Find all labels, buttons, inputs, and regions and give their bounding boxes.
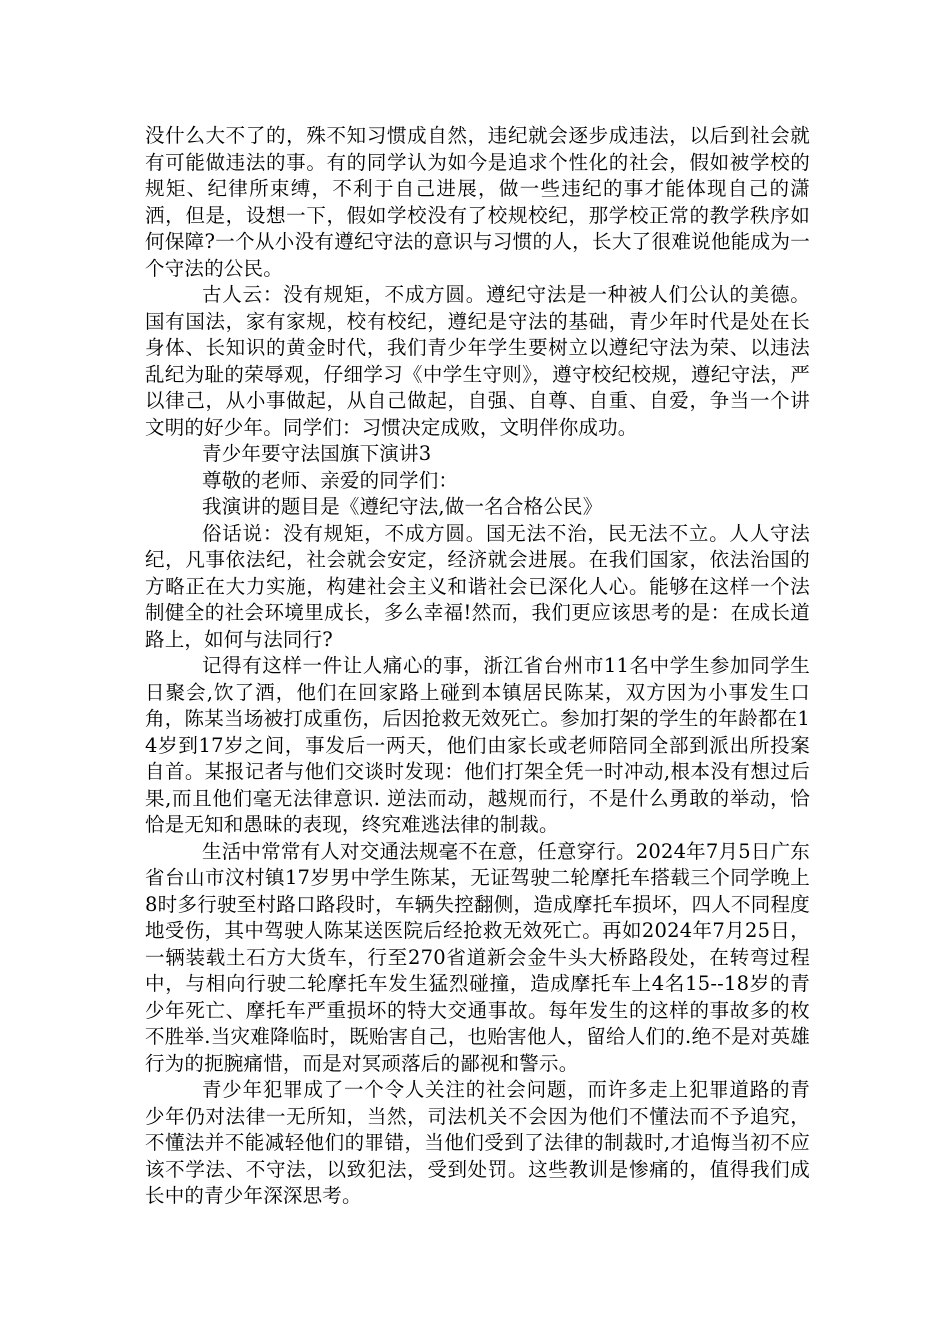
paragraph-traffic-cases: 生活中常常有人对交通法规毫不在意，任意穿行。2024年7月5日广东省台山市汶村镇17岁男中学生陈某，无证驾驶二轮摩托车搭载三个同学晚上8时多行驶至村路口路段时，车辆失控翻侧，造成摩托车损坏，四人不同程度地受伤，其中驾驶人陈某送医院后经抢救无效死亡。再如2024年7月25日，一辆装载土石方大货车，行至270省道新会金牛头大桥路段处，在转弯过程中，与相向行驶二轮摩托车发生猛烈碰撞，造成摩托车上4名15--18岁的青少年死亡、摩托车严重损坏的特大交通事故。每年发生的这样的事故多的枚不胜举.当灾难降临时，既贻害自己，也贻害他人，留给人们的.绝不是对英雄行为的扼腕痛惜，而是对冥顽落后的鄙视和警示。 [145, 839, 810, 1075]
paragraph-juvenile-crime: 青少年犯罪成了一个令人关注的社会问题，而许多走上犯罪道路的青少年仍对法律一无所知，当然，司法机关不会因为他们不懂法而不予追究，不懂法并不能减轻他们的罪错，当他们受到了法律的制裁时,才追悔当初不应该不学法、不守法，以致犯法，受到处罚。这些教训是惨痛的，值得我们成长中的青少年深深思考。 [145, 1078, 810, 1207]
paragraph-continuation: 没什么大不了的，殊不知习惯成自然，违纪就会逐步成违法，以后到社会就有可能做违法的事。有的同学认为如今是追求个性化的社会，假如被学校的规矩、纪律所束缚，不利于自己进展，做一些违纪的事才能体现自己的潇洒，但是，设想一下，假如学校没有了校规校纪，那学校正常的教学秩序如何保障?一个从小没有遵纪守法的意识与习惯的人，长大了很难说他能成为一个守法的公民。 [145, 124, 810, 280]
speech-greeting: 尊敬的老师、亲爱的同学们： [202, 468, 459, 492]
speech-title-heading: 青少年要守法国旗下演讲3 [202, 442, 432, 465]
paragraph-ancient-saying: 古人云：没有规矩，不成方圆。遵纪守法是一种被人们公认的美德。国有国法，家有家规，校有校纪，遵纪是守法的基础，青少年时代是处在长身体、长知识的黄金时代，我们青少年学生要树立以遵纪守法为荣、以违法乱纪为耻的荣辱观，仔细学习《中学生守则》，遵守校纪校规，遵纪守法，严以律己，从小事做起，从自己做起，自强、自尊、自重、自爱，争当一个讲文明的好少年。同学们：习惯决定成败，文明伴你成功。 [145, 283, 810, 439]
document-body [145, 123, 810, 1210]
paragraph-proverb: 俗话说：没有规矩，不成方圆。国无法不治，民无法不立。人人守法纪，凡事依法纪，社会就会安定，经济就会进展。在我们国家，依法治国的方略正在大力实施，构建社会主义和谐社会已深化人心。能够在这样一个法制健全的社会环境里成长，多么幸福!然而，我们更应该思考的是：在成长道路上，如何与法同行? [145, 521, 810, 651]
paragraph-taizhou-case: 记得有这样一件让人痛心的事，浙江省台州市11名中学生参加同学生日聚会,饮了酒，他们在回家路上碰到本镇居民陈某，双方因为小事发生口角，陈某当场被打成重伤，后因抢救无效死亡。参加打架的学生的年龄都在14岁到17岁之间，事发后一两天，他们由家长或老师陪同全部到派出所投案自首。某报记者与他们交谈时发现：他们打架全凭一时冲动,根本没有想过后果,而且他们毫无法律意识. 逆法而动，越规而行，不是什么勇敢的举动，恰恰是无知和愚昧的表现，终究难逃法律的制裁。 [145, 654, 810, 836]
speech-topic: 我演讲的题目是《遵纪守法,做一名合格公民》 [202, 495, 603, 518]
